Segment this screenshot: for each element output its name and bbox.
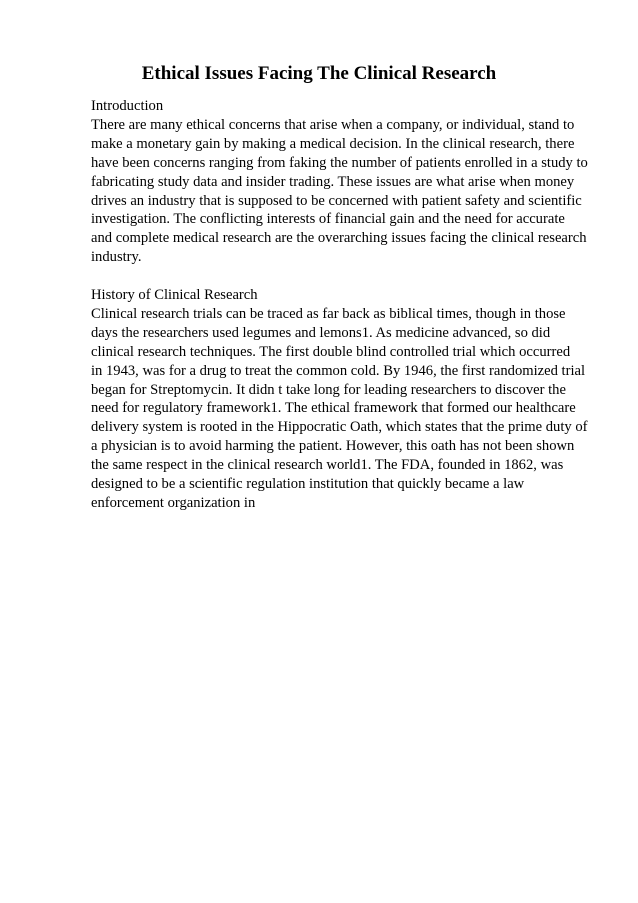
paragraph-line: need for regulatory framework1. The ethical framework that formed our healthcare: [91, 400, 576, 417]
section-heading: History of Clinical Research: [91, 287, 258, 304]
paragraph-line: make a monetary gain by making a medical decision. In the clinical research, there: [91, 135, 575, 152]
paragraph-line: Clinical research trials can be traced as far back as biblical times, though in those: [91, 305, 566, 322]
document-body: [91, 97, 591, 513]
section-introduction: [91, 97, 591, 267]
paragraph-line: began for Streptomycin. It didn t take long for leading researchers to discover the: [91, 381, 566, 398]
paragraph-line: in 1943, was for a drug to treat the common cold. By 1946, the first randomized trial: [91, 362, 586, 379]
document-title: Ethical Issues Facing The Clinical Research: [141, 63, 497, 84]
paragraph-line: and complete medical research are the overarching issues facing the clinical research: [91, 230, 587, 247]
paragraph-line: industry.: [91, 249, 142, 266]
paragraph-line: fabricating study data and insider trading. These issues are what arise when money: [91, 173, 575, 190]
paragraph-line: designed to be a scientific regulation institution that quickly became a law: [91, 476, 525, 493]
paragraph-line: a physician is to avoid harming the patient. However, this oath has not been shown: [91, 438, 575, 455]
paragraph-line: delivery system is rooted in the Hippocratic Oath, which states that the prime duty of: [91, 419, 588, 436]
paragraph-line: drives an industry that is supposed to be concerned with patient safety and scientific: [91, 192, 582, 209]
paragraph-line: have been concerns ranging from faking the number of patients enrolled in a study to: [91, 154, 588, 171]
paragraph-line: the same respect in the clinical research world1. The FDA, founded in 1862, was: [91, 457, 564, 474]
paragraph-line: There are many ethical concerns that arise when a company, or individual, stand to: [91, 116, 575, 133]
paragraph-line: clinical research techniques. The first double blind controlled trial which occurred: [91, 343, 571, 360]
section-heading: Introduction: [91, 98, 164, 114]
paragraph-line: enforcement organization in: [91, 495, 256, 512]
paragraph-line: days the researchers used legumes and lemons1. As medicine advanced, so did: [91, 324, 551, 341]
section-history: [91, 286, 591, 513]
paragraph-line: investigation. The conflicting interests of financial gain and the need for accurate: [91, 211, 565, 228]
paragraph-spacer: [91, 267, 591, 286]
